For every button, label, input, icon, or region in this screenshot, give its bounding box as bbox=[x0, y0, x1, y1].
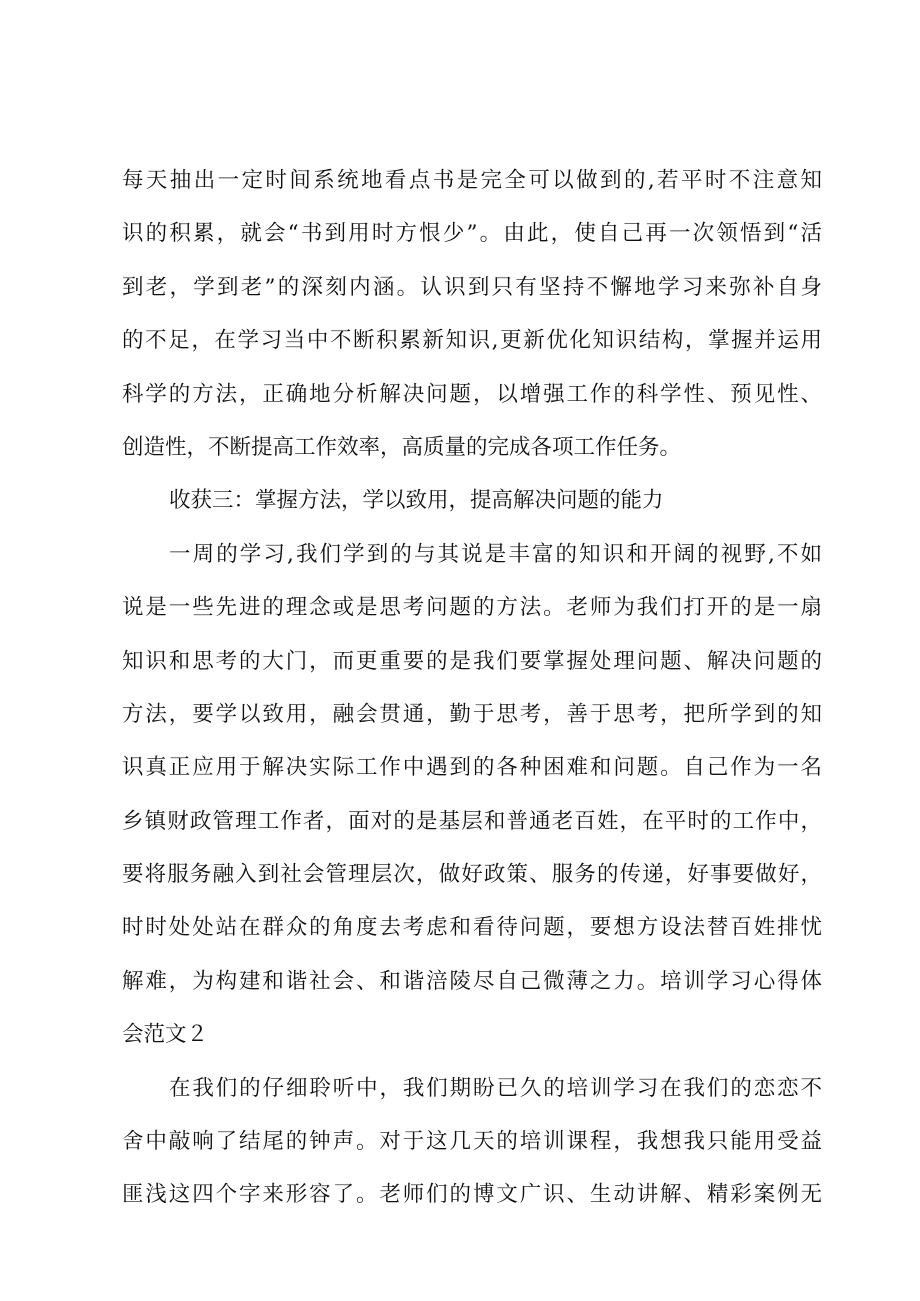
text-line: 每天抽出一定时间系统地看点书是完全可以做到的,若平时不注意知 bbox=[122, 168, 822, 193]
text-line: 识真正应用于解决实际工作中遇到的各种困难和问题。自己作为一名 bbox=[122, 755, 822, 781]
text-line: 会范文２ bbox=[122, 1022, 209, 1048]
text-line: 解难，为构建和谐社会、和谐涪陵尽自己微薄之力。培训学习心得体 bbox=[122, 968, 822, 994]
text-line: 到老，学到老”的深刻内涵。认识到只有坚持不懈地学习来弥补自身 bbox=[122, 274, 822, 300]
text-line: 创造性，不断提高工作效率，高质量的完成各项工作任务。 bbox=[122, 434, 682, 460]
text-line: 说是一些先进的理念或是思考问题的方法。老师为我们打开的是一扇 bbox=[122, 595, 822, 621]
section-heading: 收获三：掌握方法，学以致用，提高解决问题的能力 bbox=[169, 488, 664, 514]
text-line: 识的积累，就会“书到用时方恨少”。由此，使自己再一次领悟到“活 bbox=[122, 221, 822, 247]
paragraph-3 bbox=[122, 1062, 822, 1222]
paragraph-2 bbox=[122, 528, 822, 1062]
text-line: 方法，要学以致用，融会贯通，勤于思考，善于思考，把所学到的知 bbox=[122, 701, 822, 727]
text-line: 要将服务融入到社会管理层次，做好政策、服务的传递，好事要做好， bbox=[122, 862, 822, 888]
text-line: 时时处处站在群众的角度去考虑和看待问题，要想方设法替百姓排忧 bbox=[122, 915, 822, 941]
text-line: 匪浅这四个字来形容了。老师们的博文广识、生动讲解、精彩案例无 bbox=[122, 1182, 822, 1208]
paragraph-1 bbox=[122, 154, 822, 474]
text-line: 舍中敲响了结尾的钟声。对于这几天的培训课程，我想我只能用受益 bbox=[122, 1129, 822, 1155]
text-line: 一周的学习,我们学到的与其说是丰富的知识和开阔的视野,不如 bbox=[169, 541, 822, 567]
text-line: 在我们的仔细聆听中，我们期盼已久的培训学习在我们的恋恋不 bbox=[169, 1075, 822, 1101]
text-line: 科学的方法，正确地分析解决问题，以增强工作的科学性、预见性、 bbox=[122, 381, 822, 407]
text-line: 知识和思考的大门，而更重要的是我们要掌握处理问题、解决问题的 bbox=[122, 648, 822, 674]
document-body bbox=[122, 154, 822, 1222]
text-line: 的不足，在学习当中不断积累新知识,更新优化知识结构，掌握并运用 bbox=[122, 328, 822, 354]
text-line: 乡镇财政管理工作者，面对的是基层和普通老百姓，在平时的工作中， bbox=[122, 808, 822, 834]
